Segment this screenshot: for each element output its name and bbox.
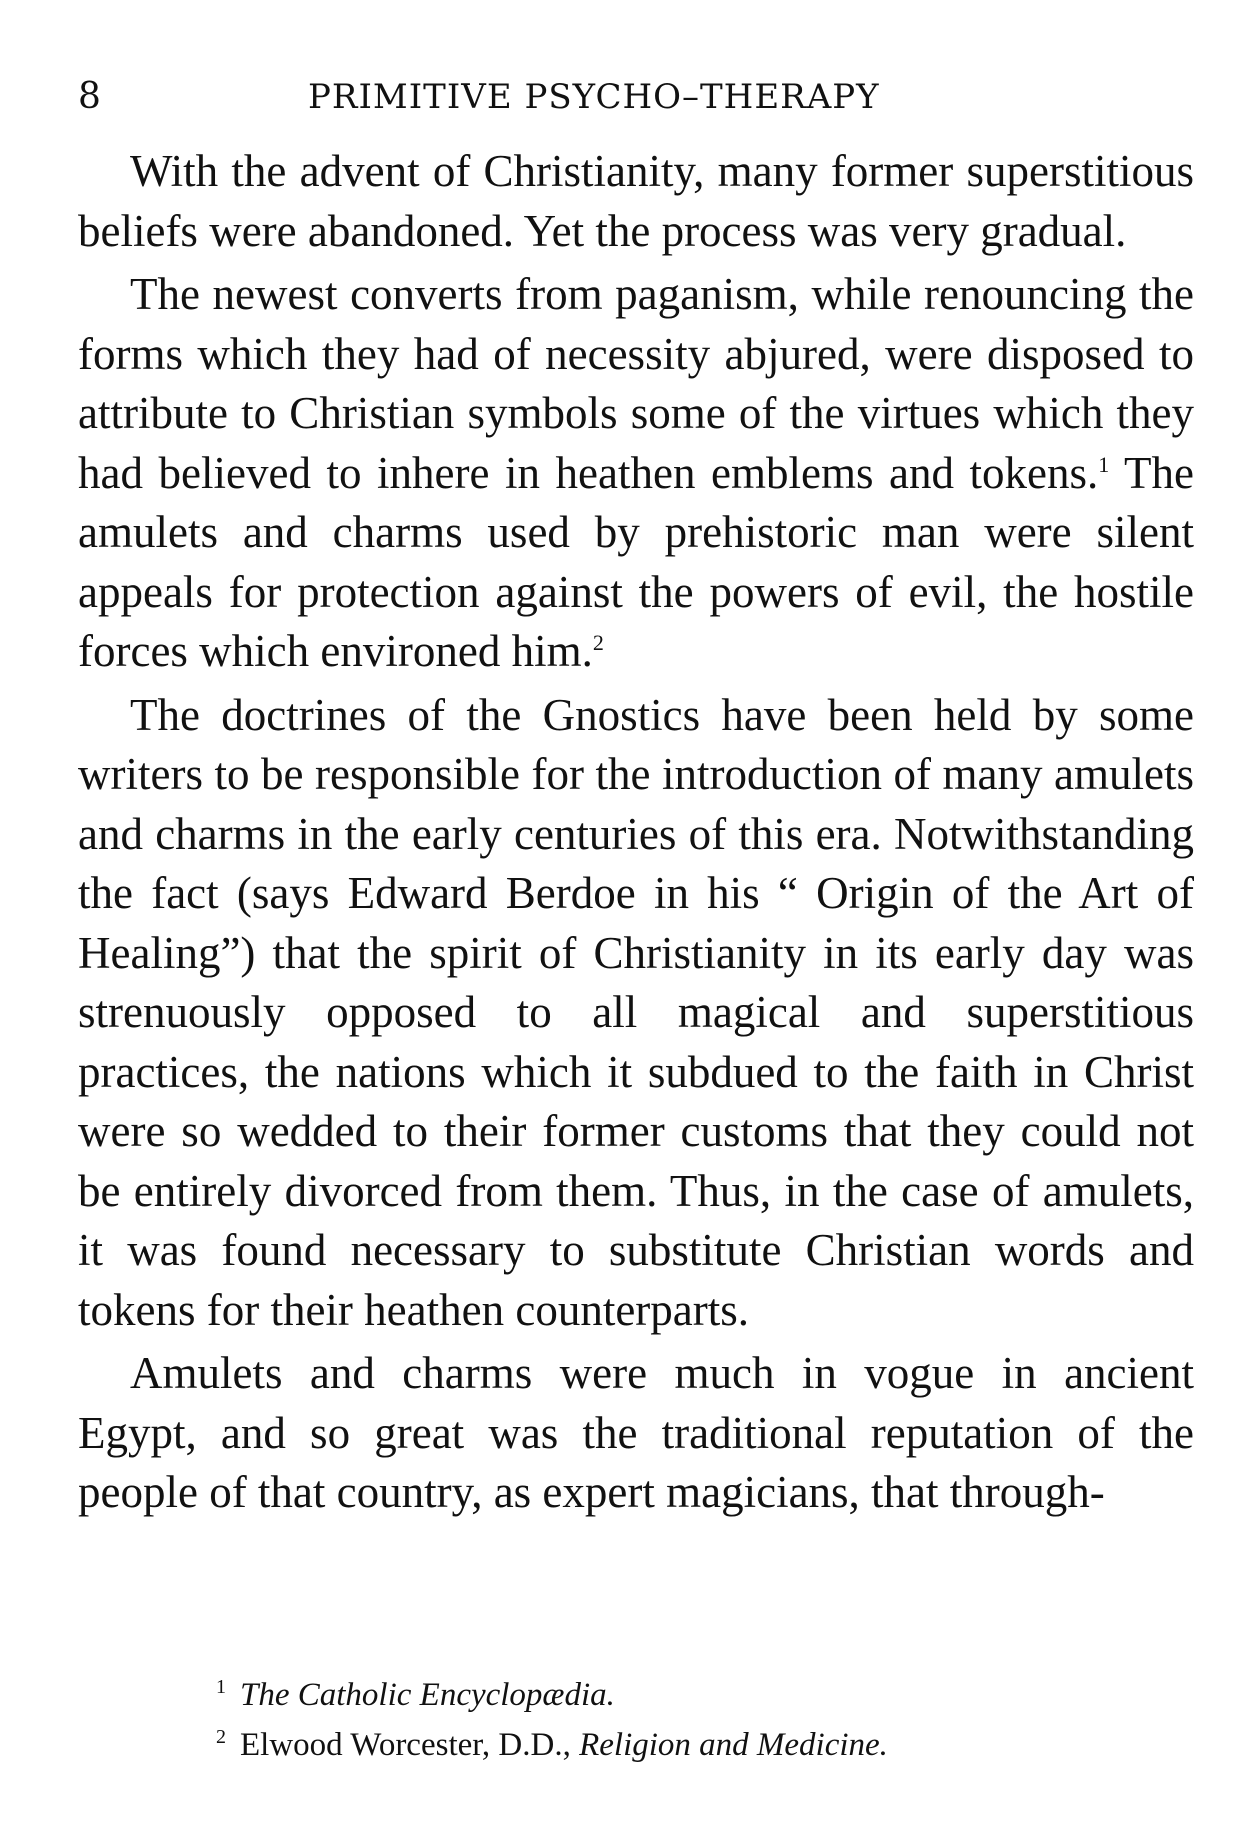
paragraph-4: Amulets and charms were much in vogue in ancient Egypt, and so great was the traditional reputation of the people of that country, as expert magicians, that through-: [78, 1348, 1194, 1517]
running-title: PRIMITIVE PSYCHO–THERAPY: [308, 77, 880, 117]
body-text: [78, 142, 1194, 1523]
footnotes: [216, 1670, 1116, 1770]
paragraph-2-part-a: The newest converts from paganism, while renouncing the forms which they had of necessity abjured, were disposed to attribute to Christian symbols some of the virtues which they had believed to inhere in heathen emblems and tokens.: [78, 269, 1194, 498]
footnote-2: [216, 1720, 1116, 1770]
paragraph-3: The doctrines of the Gnostics have been held by some writers to be responsible for the introduction of many amulets and charms in the early centuries of this era. Notwithstanding the fact (says Edward Berdoe in his “ Origin of the Art of Healing”) that the spirit of Christianity in its early day was strenuously opposed to all magical and superstitious practices, the nations which it subdued to the faith in Christ were so wedded to their former customs that they could not be entirely divorced from them. Thus, in the case of amulets, it was found necessary to substitute Christian words and tokens for their heathen counterparts.: [78, 689, 1194, 1335]
running-head: [78, 72, 1208, 122]
footnote-title: Religion and Medicine.: [579, 1727, 888, 1763]
page-number: 8: [78, 76, 101, 117]
footnote-reference-2: 2: [592, 630, 604, 655]
footnote-1: [216, 1670, 1116, 1720]
footnote-mark: 2: [216, 1726, 226, 1748]
footnote-reference-1: 1: [1098, 451, 1110, 477]
footnote-author: Elwood Worcester, D.D.,: [240, 1727, 580, 1763]
paragraph-1: With the advent of Christianity, many former superstitious beliefs were abandoned. Yet the process was very gradual.: [78, 146, 1194, 256]
paragraph-2: [78, 265, 1194, 682]
footnote-title: The Catholic Encyclopædia.: [240, 1677, 615, 1713]
footnote-mark: 1: [216, 1676, 226, 1698]
paragraph-2-part-b: The amulets and charms used by prehistoric man were silent appeals for protection against the powers of evil, the hostile forces which environed him.: [78, 447, 1194, 676]
